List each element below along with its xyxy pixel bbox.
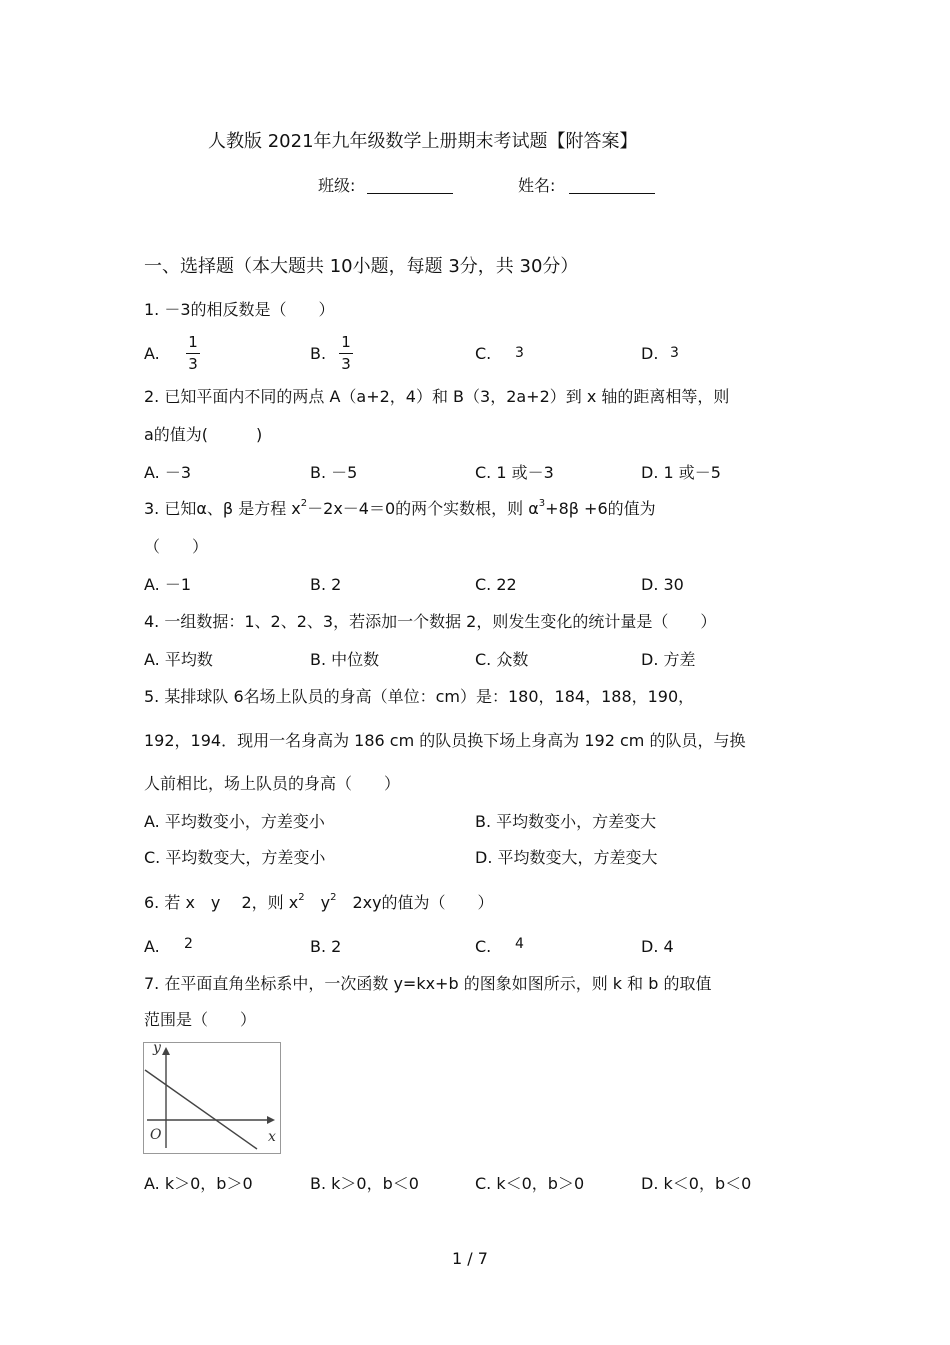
q6-text-a: 6. 若 x y 2，则 x: [144, 893, 299, 912]
q2-option-d: D. 1 或－5: [641, 463, 721, 482]
page-number: 1 / 7: [452, 1249, 488, 1268]
fraction-bar: [186, 353, 200, 354]
origin-label: O: [150, 1127, 162, 1143]
question-3-line-1: [144, 498, 656, 518]
page-title: 人教版 2021年九年级数学上册期末考试题【附答案】: [208, 131, 638, 152]
q5-option-a: A. 平均数变小，方差变小: [144, 812, 325, 831]
question-5-line-3: 人前相比，场上队员的身高（ ）: [144, 774, 401, 793]
q6-option-a-value: 2: [184, 936, 193, 952]
q1-option-b-label: B.: [310, 344, 327, 363]
q5-option-d: D. 平均数变大，方差变大: [475, 848, 658, 867]
class-field: [318, 177, 453, 194]
question-2-line-2: a的值为( ): [144, 425, 263, 444]
q6-option-d: D. 4: [641, 937, 674, 956]
q1-option-c-value: 3: [515, 345, 524, 361]
question-3-line-2: （ ）: [144, 537, 209, 556]
fraction-bar: [339, 353, 353, 354]
name-blank[interactable]: [569, 177, 655, 194]
question-6-stem: [144, 892, 494, 912]
fraction-numerator: 1: [188, 333, 198, 351]
q4-option-a: A. 平均数: [144, 650, 213, 669]
q4-option-b: B. 中位数: [310, 650, 380, 669]
question-7-line-2: 范围是（ ）: [144, 1010, 257, 1029]
q3-exponent-1: 2: [300, 498, 308, 509]
question-5-line-2: 192，194．现用一名身高为 186 cm 的队员换下场上身高为 192 cm 的队员，与换: [144, 731, 746, 750]
class-label: 班级:: [318, 176, 356, 195]
q1-option-a-fraction: [186, 335, 200, 372]
q7-option-d: D. k＜0，b＜0: [641, 1174, 752, 1193]
x-axis-label: x: [268, 1129, 276, 1145]
q2-option-b: B. －5: [310, 463, 358, 482]
q3-option-b: B. 2: [310, 575, 342, 594]
q3-option-a: A. －1: [144, 575, 192, 594]
q4-option-d: D. 方差: [641, 650, 696, 669]
q6-text-b: y: [304, 893, 331, 912]
q1-option-a-label: A.: [144, 344, 160, 363]
graph-frame: [144, 1043, 281, 1154]
q5-option-b: B. 平均数变小，方差变大: [475, 812, 657, 831]
q7-option-a: A. k＞0，b＞0: [144, 1174, 253, 1193]
q6-option-c-value: 4: [515, 936, 524, 952]
q1-option-d-label: D.: [641, 344, 659, 363]
q1-option-b-fraction: [339, 335, 353, 372]
class-blank[interactable]: [367, 177, 453, 194]
q6-option-b: B. 2: [310, 937, 342, 956]
q3-text-b: －2x－4＝0的两个实数根，则 α: [307, 499, 539, 518]
q6-option-a-label: A.: [144, 937, 160, 956]
fraction-numerator: 1: [341, 333, 351, 351]
question-5-line-1: 5. 某排球队 6名场上队员的身高（单位：cm）是：180，184，188，190，: [144, 687, 695, 706]
q6-exponent-2: 2: [330, 892, 337, 903]
q3-text-c: +8β +6的值为: [545, 499, 656, 518]
question-4-stem: 4. 一组数据：1、2、2、3，若添加一个数据 2，则发生变化的统计量是（ ）: [144, 612, 717, 631]
q6-option-c-label: C.: [475, 937, 492, 956]
q7-option-b: B. k＞0，b＜0: [310, 1174, 419, 1193]
name-field: [518, 177, 655, 194]
q5-option-c: C. 平均数变大，方差变小: [144, 848, 326, 867]
q3-exponent-2: 3: [538, 498, 546, 509]
q6-text-c: 2xy的值为（ ）: [336, 893, 494, 912]
q1-option-c-label: C.: [475, 344, 492, 363]
section-title: 一、选择题（本大题共 10小题，每题 3分，共 30分）: [144, 256, 579, 277]
q4-option-c: C. 众数: [475, 650, 529, 669]
name-label: 姓名:: [518, 176, 556, 195]
fraction-denominator: 3: [341, 355, 351, 373]
q3-option-c: C. 22: [475, 575, 517, 594]
q1-option-d-value: 3: [670, 345, 679, 361]
q3-option-d: D. 30: [641, 575, 684, 594]
linear-function-graph: [143, 1042, 281, 1154]
q6-exponent-1: 2: [298, 892, 305, 903]
question-1-stem: 1. －3的相反数是（ ）: [144, 300, 335, 319]
q3-text-a: 3. 已知α、β 是方程 x: [144, 499, 301, 518]
question-7-line-1: 7. 在平面直角坐标系中，一次函数 y=kx+b 的图象如图所示，则 k 和 b 的取值: [144, 974, 712, 993]
q7-option-c: C. k＜0，b＞0: [475, 1174, 585, 1193]
question-2-line-1: 2. 已知平面内不同的两点 A（a+2，4）和 B（3，2a+2）到 x 轴的距离相等，则: [144, 387, 730, 406]
q2-option-a: A. －3: [144, 463, 192, 482]
q2-option-c: C. 1 或－3: [475, 463, 554, 482]
fraction-denominator: 3: [188, 355, 198, 373]
y-axis-label: y: [153, 1042, 161, 1056]
